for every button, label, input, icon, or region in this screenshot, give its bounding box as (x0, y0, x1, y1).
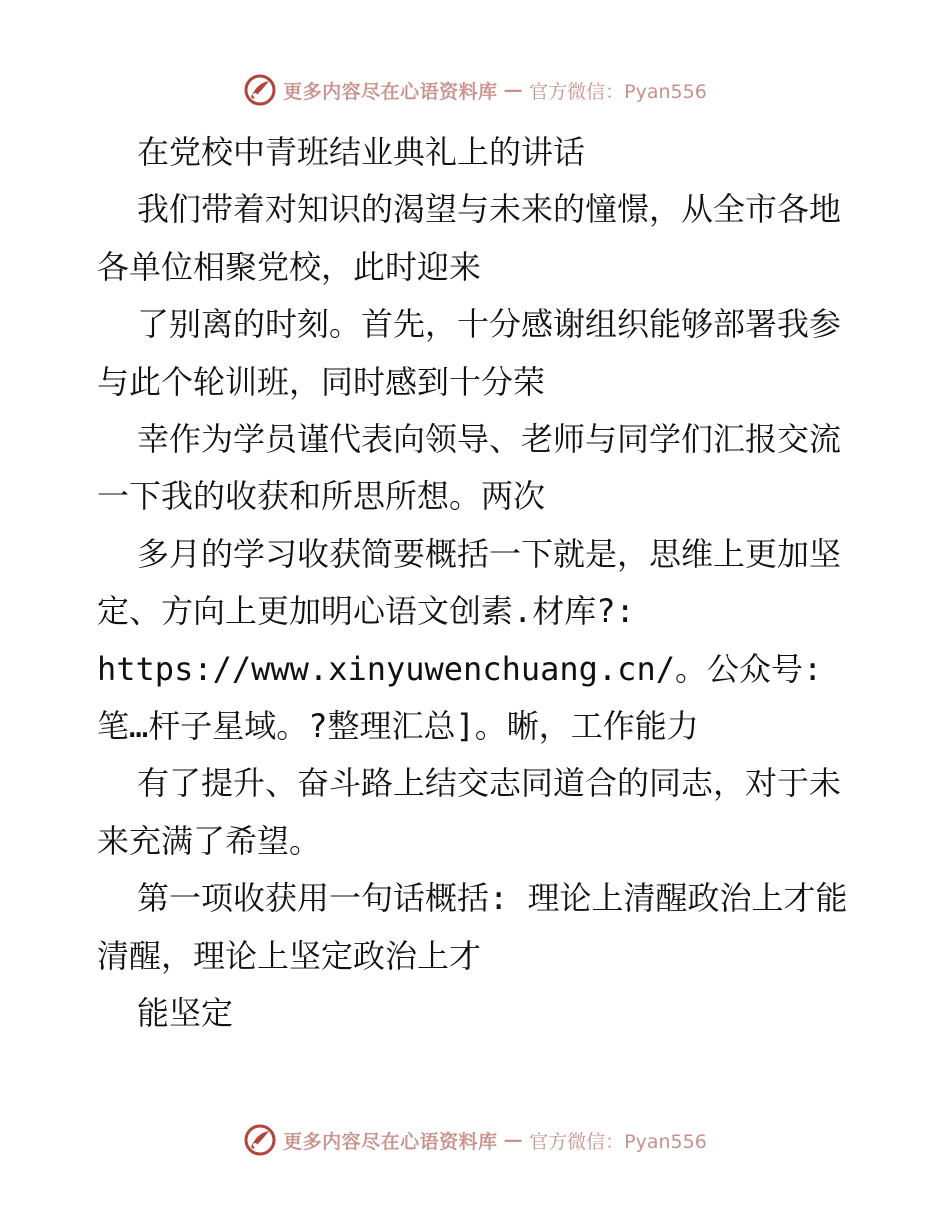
paragraph-1: 我们带着对知识的渴望与未来的憧憬，从全市各地各单位相聚党校，此时迎来 (97, 190, 842, 286)
paragraph-6: 有了提升、奋斗路上结交志同道合的同志，对于未来充满了希望。 (97, 764, 842, 860)
paragraph-3: 幸作为学员谨代表向领导、老师与同学们汇报交流一下我的收获和所思所想。两次 (97, 420, 842, 516)
header-banner-title: 更多内容尽在心语资料库 (283, 80, 498, 103)
paragraph-2: 了别离的时刻。首先，十分感谢组织能够部署我参与此个轮训班，同时感到十分荣 (97, 305, 842, 401)
library-logo-icon (243, 1123, 277, 1157)
header-banner-content (243, 73, 707, 107)
paragraph-8: 能坚定 (137, 994, 234, 1033)
header-banner-wechat: 官方微信：Pyan556 (529, 80, 707, 103)
library-logo-icon (243, 73, 277, 107)
footer-banner-wechat: 官方微信：Pyan556 (529, 1130, 707, 1153)
footer-banner (0, 1122, 950, 1158)
paragraph-5-url: https://www.xinyuwenchuang.cn/。公众号: 笔…杆子星域。?整理汇总]。晰，工作能力 (97, 649, 842, 746)
footer-banner-title: 更多内容尽在心语资料库 (283, 1130, 498, 1153)
header-banner (0, 72, 950, 108)
paragraph-4: 多月的学习收获简要概括一下就是，思维上更加坚定、方向上更加明心语文创素.材库?: (97, 534, 842, 631)
header-banner-separator: — (503, 79, 524, 101)
document-title: 在党校中青班结业典礼上的讲话 (137, 133, 586, 171)
document-body (97, 124, 857, 1043)
paragraph-7: 第一项收获用一句话概括: 理论上清醒政治上才能清醒，理论上坚定政治上才 (97, 879, 848, 975)
footer-banner-content (243, 1123, 707, 1157)
footer-banner-separator: — (503, 1129, 524, 1151)
